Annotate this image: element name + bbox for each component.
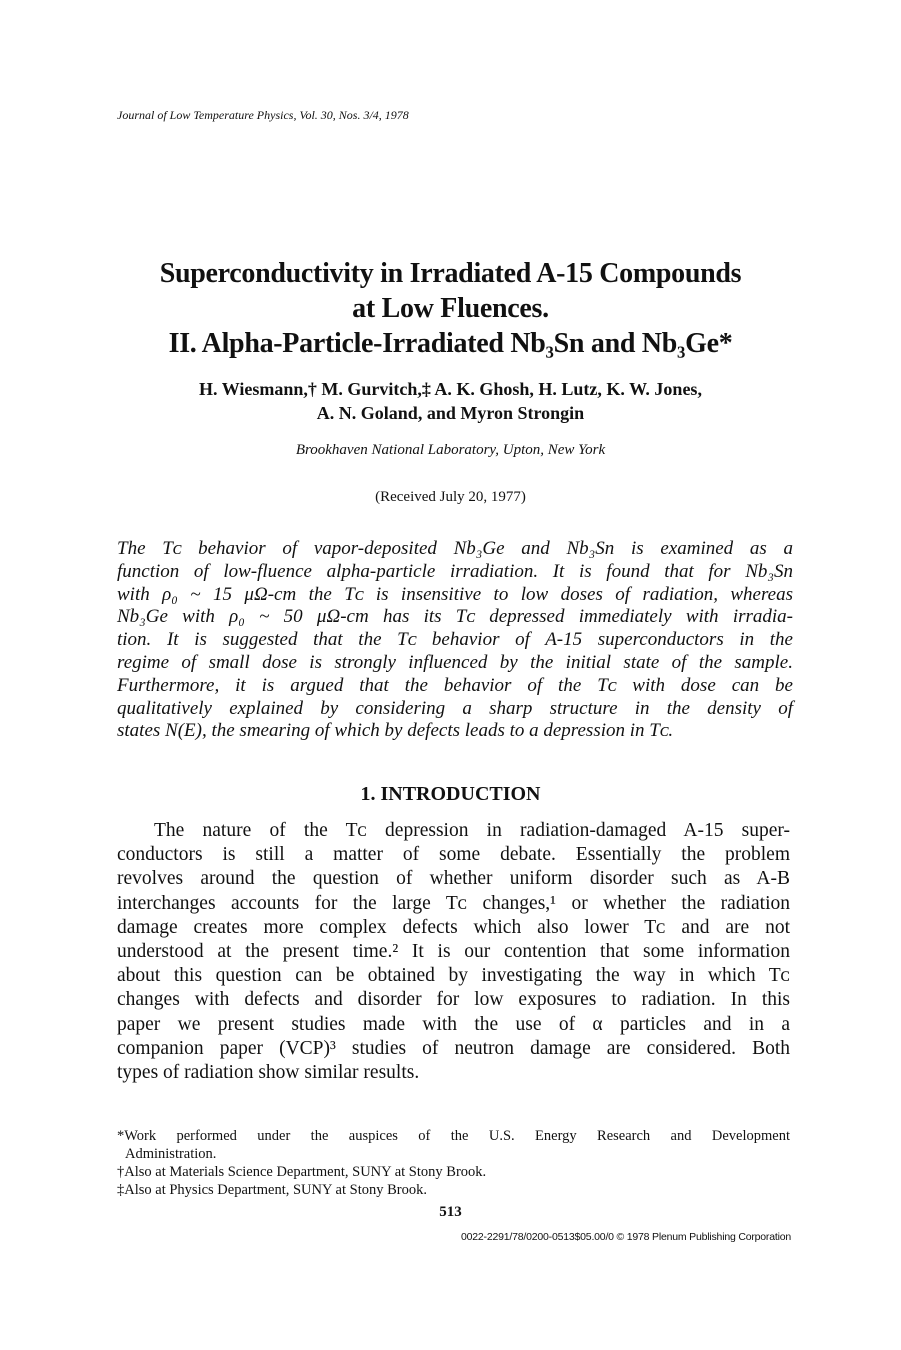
page-number: 513	[439, 1204, 462, 1220]
abstract-line: tion. It is suggested that the Tᴄ behavior of A-15 superconductors in the	[117, 629, 793, 651]
paragraph-line: revolves around the question of whether uniform disorder such as A-B	[117, 868, 790, 890]
author-line: H. Wiesmann,† M. Gurvitch,‡ A. K. Ghosh, H. Lutz, K. W. Jones,	[199, 379, 702, 399]
abstract-line: The Tᴄ behavior of vapor-deposited Nb₃Ge and Nb₃Sn is examined as a	[117, 538, 793, 559]
paragraph-line: companion paper (VCP)³ studies of neutron damage are considered. Both	[117, 1037, 790, 1059]
paper-title	[60, 256, 841, 361]
abstract-line: Furthermore, it is argued that the behavior of the Tᴄ with dose can be	[117, 674, 793, 696]
paragraph-line: interchanges accounts for the large Tᴄ changes,¹ or whether the radiation	[117, 892, 790, 914]
abstract-line: function of low-fluence alpha-particle irradiation. It is found that for Nb₃Sn	[117, 560, 793, 582]
title-line: Superconductivity in Irradiated A-15 Compounds	[159, 258, 742, 289]
paragraph-line: understood at the present time.² It is our contention that some information	[117, 940, 790, 962]
author-line: A. N. Goland, and Myron Strongin	[316, 403, 585, 423]
copyright-line: 0022-2291/78/0200-0513$05.00/0 © 1978 Plenum Publishing Corporation	[460, 1231, 791, 1243]
author-list	[100, 377, 801, 425]
paragraph-line: types of radiation show similar results.	[117, 1061, 420, 1083]
footnote: †Also at Materials Science Department, SUNY at Stony Brook.	[117, 1164, 487, 1180]
paragraph-line: The nature of the Tᴄ depression in radiation-damaged A-15 super-	[154, 820, 790, 841]
paragraph-line: conductors is still a matter of some debate. Essentially the problem	[117, 844, 790, 866]
title-line: at Low Fluences.	[352, 293, 549, 324]
paragraph-line: about this question can be obtained by investigating the way in which Tᴄ	[117, 965, 790, 987]
abstract-line: qualitatively explained by considering a sharp structure in the density of	[117, 697, 793, 719]
footnotes	[117, 1127, 790, 1199]
abstract-line: regime of small dose is strongly influenced by the initial state of the sample.	[117, 651, 793, 673]
abstract-line: Nb₃Ge with ρ₀ ~ 50 μΩ-cm has its Tᴄ depressed immediately with irradia-	[117, 606, 793, 628]
journal-header: Journal of Low Temperature Physics, Vol. 30, Nos. 3/4, 1978	[117, 108, 409, 122]
paragraph-line: changes with defects and disorder for low exposures to radiation. In this	[117, 989, 790, 1011]
affiliation: Brookhaven National Laboratory, Upton, New York	[295, 442, 606, 458]
section-heading: 1. INTRODUCTION	[360, 783, 541, 805]
paragraph-line: damage creates more complex defects which also lower Tᴄ and are not	[117, 916, 790, 938]
footnote: ‡Also at Physics Department, SUNY at Stony Brook.	[117, 1182, 427, 1198]
footnote: Administration.	[125, 1146, 217, 1162]
introduction-paragraph	[117, 819, 790, 1085]
received-date: (Received July 20, 1977)	[375, 489, 526, 505]
abstract-line: with ρ₀ ~ 15 μΩ-cm the Tᴄ is insensitive to low doses of radiation, whereas	[117, 583, 793, 605]
title-line: II. Alpha-Particle-Irradiated Nb₃Sn and Nb₃Ge*	[168, 328, 733, 359]
footnote: *Work performed under the auspices of the U.S. Energy Research and Development	[117, 1128, 790, 1144]
abstract-line: states N(E), the smearing of which by defects leads to a depression in Tᴄ.	[117, 720, 674, 742]
paragraph-line: paper we present studies made with the use of α particles and in a	[117, 1013, 790, 1035]
abstract	[117, 538, 793, 743]
